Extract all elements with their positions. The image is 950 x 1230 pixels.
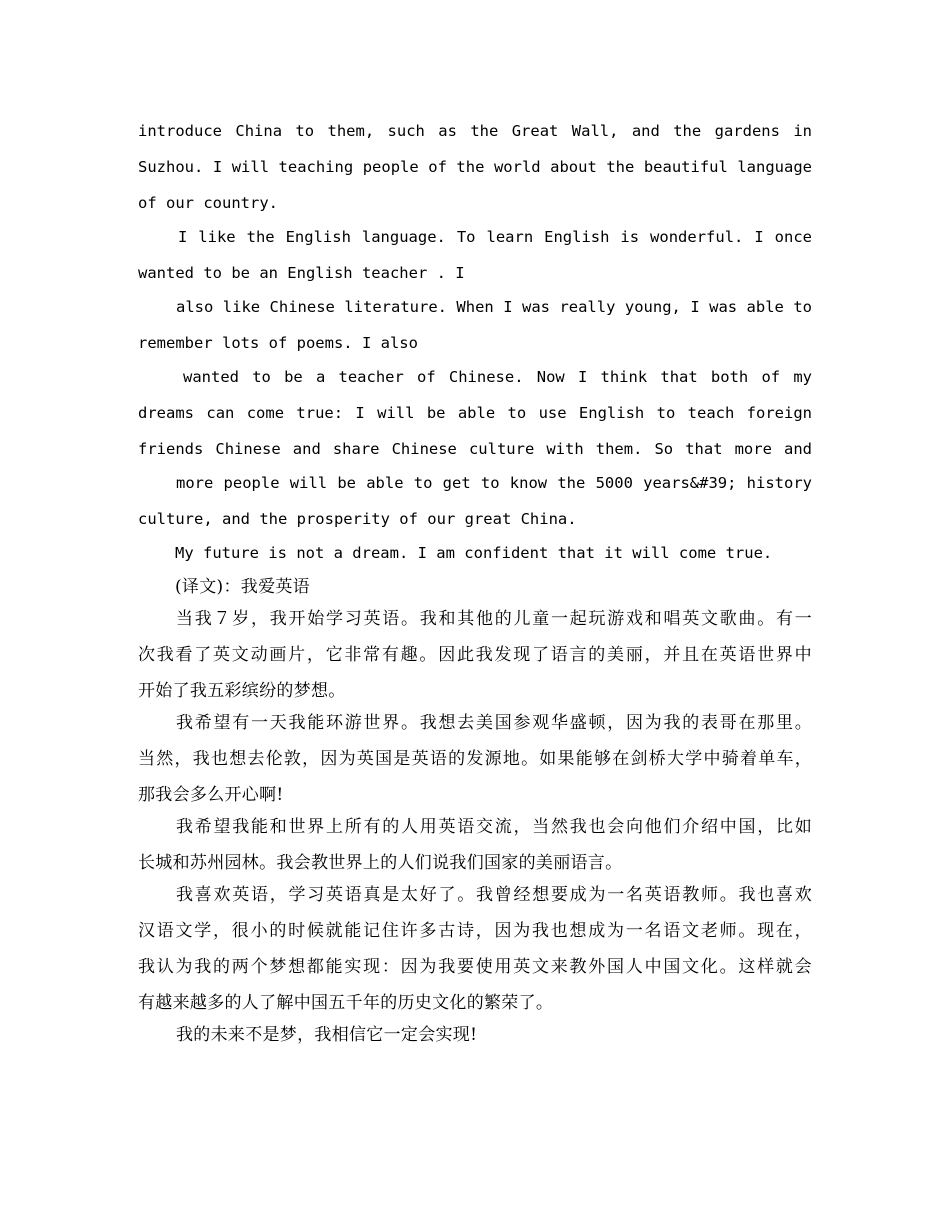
text-line: friends Chinese and share Chinese culture with them. So that more and bbox=[138, 440, 812, 458]
text-line: remember lots of poems. I also bbox=[138, 334, 418, 352]
text-line: more people will be able to get to know the 5000 years&#39; history bbox=[176, 474, 812, 492]
text-line: wanted to be an English teacher . I bbox=[138, 264, 465, 282]
text-line: 我的未来不是梦，我相信它一定会实现! bbox=[176, 1025, 478, 1045]
text-line: dreams can come true: I will be able to use English to teach foreign bbox=[138, 404, 812, 422]
text-line: also like Chinese literature. When I was really young, I was able to bbox=[176, 298, 812, 316]
text-line: 次我看了英文动画片，它非常有趣。因此我发现了语言的美丽，并且在英语世界中 bbox=[138, 645, 812, 665]
text-line: 当然，我也想去伦敦，因为英国是英语的发源地。如果能够在剑桥大学中骑着单车， bbox=[138, 749, 812, 769]
text-line: Suzhou. I will teaching people of the world about the beautiful language bbox=[138, 158, 812, 176]
text-line: 当我７岁，我开始学习英语。我和其他的儿童一起玩游戏和唱英文歌曲。有一 bbox=[176, 609, 812, 629]
translation-heading: (译文)：我爱英语 bbox=[175, 577, 310, 597]
text-line: I like the English language. To learn English is wonderful. I once bbox=[178, 228, 812, 246]
text-line: 我认为我的两个梦想都能实现：因为我要使用英文来教外国人中国文化。这样就会 bbox=[138, 957, 812, 977]
text-line: of our country. bbox=[138, 194, 278, 212]
text-line: 我喜欢英语，学习英语真是太好了。我曾经想要成为一名英语教师。我也喜欢 bbox=[176, 885, 812, 905]
text-line: My future is not a dream. I am confident that it will come true. bbox=[175, 544, 773, 562]
text-line: culture, and the prosperity of our great China. bbox=[138, 510, 577, 528]
text-line: 汉语文学，很小的时候就能记住许多古诗，因为我也想成为一名语文老师。现在， bbox=[138, 921, 812, 941]
text-line: wanted to be a teacher of Chinese. Now I think that both of my bbox=[183, 368, 812, 386]
text-line: 长城和苏州园林。我会教世界上的人们说我们国家的美丽语言。 bbox=[138, 853, 623, 873]
text-line: 那我会多么开心啊! bbox=[138, 785, 284, 805]
text-line: 开始了我五彩缤纷的梦想。 bbox=[138, 681, 346, 701]
text-line: 我希望我能和世界上所有的人用英语交流，当然我也会向他们介绍中国，比如 bbox=[176, 817, 812, 837]
text-line: 有越来越多的人了解中国五千年的历史文化的繁荣了。 bbox=[138, 993, 554, 1013]
text-line: 我希望有一天我能环游世界。我想去美国参观华盛顿，因为我的表哥在那里。 bbox=[176, 713, 812, 733]
text-line: introduce China to them, such as the Great Wall, and the gardens in bbox=[138, 122, 812, 140]
